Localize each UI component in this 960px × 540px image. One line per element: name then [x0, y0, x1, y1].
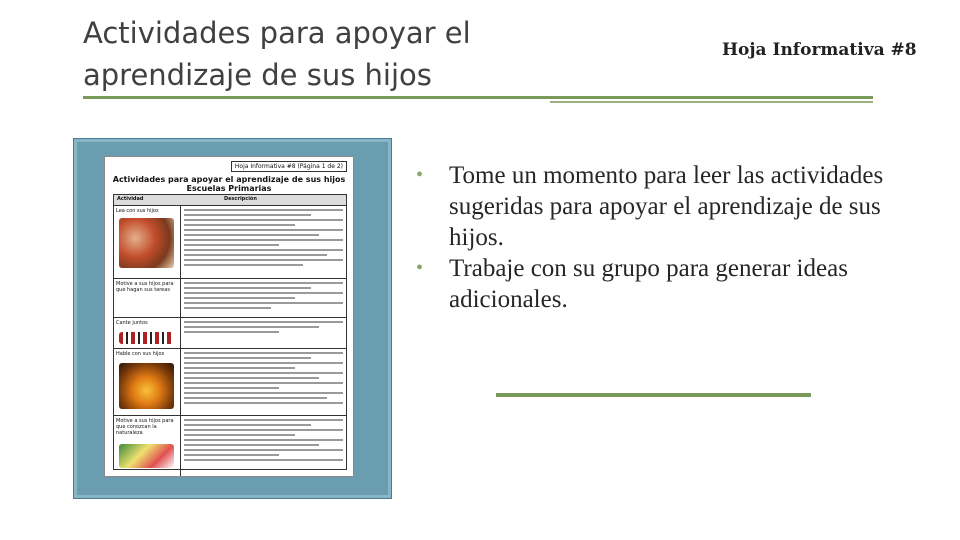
table-row	[114, 206, 346, 279]
row-label: Cante juntos	[116, 320, 148, 326]
table-row	[114, 279, 346, 318]
row-label: Motive a sus hijos para que hagan sus tareas	[116, 281, 174, 293]
bullet-item	[413, 253, 903, 315]
handout-table-header	[114, 195, 346, 206]
column-activity: Actividad	[117, 196, 144, 202]
reading-family-picture	[119, 218, 174, 268]
title-underline	[83, 96, 873, 99]
bullet-icon: •	[416, 164, 424, 186]
sunset-picture	[119, 363, 174, 409]
row-label: Hable con sus hijos	[116, 351, 165, 357]
row-label: Motive a sus hijos para que conozcan la naturaleza	[116, 418, 174, 436]
handout-preview	[104, 156, 354, 477]
handout-label: Hoja Informativa #8	[722, 40, 917, 60]
handout-header: Hoja Informativa #8 (Página 1 de 2)	[231, 161, 347, 172]
handout-title: Actividades para apoyar el aprendizaje de sus hijos Escuelas Primarias	[112, 175, 346, 193]
table-row	[114, 416, 346, 476]
title-underline-secondary	[550, 101, 873, 103]
description-lines	[184, 209, 343, 269]
bullet-list	[413, 160, 903, 315]
decorative-rule	[496, 393, 811, 397]
slide-title: Actividades para apoyar el aprendizaje de sus hijos	[83, 16, 471, 92]
table-row	[114, 349, 346, 416]
table-row	[114, 318, 346, 349]
bullet-text: Trabaje con su grupo para generar ideas adicionales.	[449, 255, 848, 313]
row-label: Lea con sus hijos	[116, 208, 159, 214]
description-lines	[184, 352, 343, 407]
nature-kids-picture	[119, 444, 174, 468]
description-lines	[184, 321, 343, 336]
handout-table	[113, 194, 347, 470]
column-description: Descripción	[224, 196, 257, 202]
bullet-text: Tome un momento para leer las actividades sugeridas para apoyar el aprendizaje de sus hijos.	[449, 162, 884, 251]
description-lines	[184, 282, 343, 312]
description-lines	[184, 419, 343, 464]
bullet-item	[413, 160, 903, 253]
singing-children-picture	[119, 332, 174, 344]
bullet-icon: •	[416, 257, 424, 279]
